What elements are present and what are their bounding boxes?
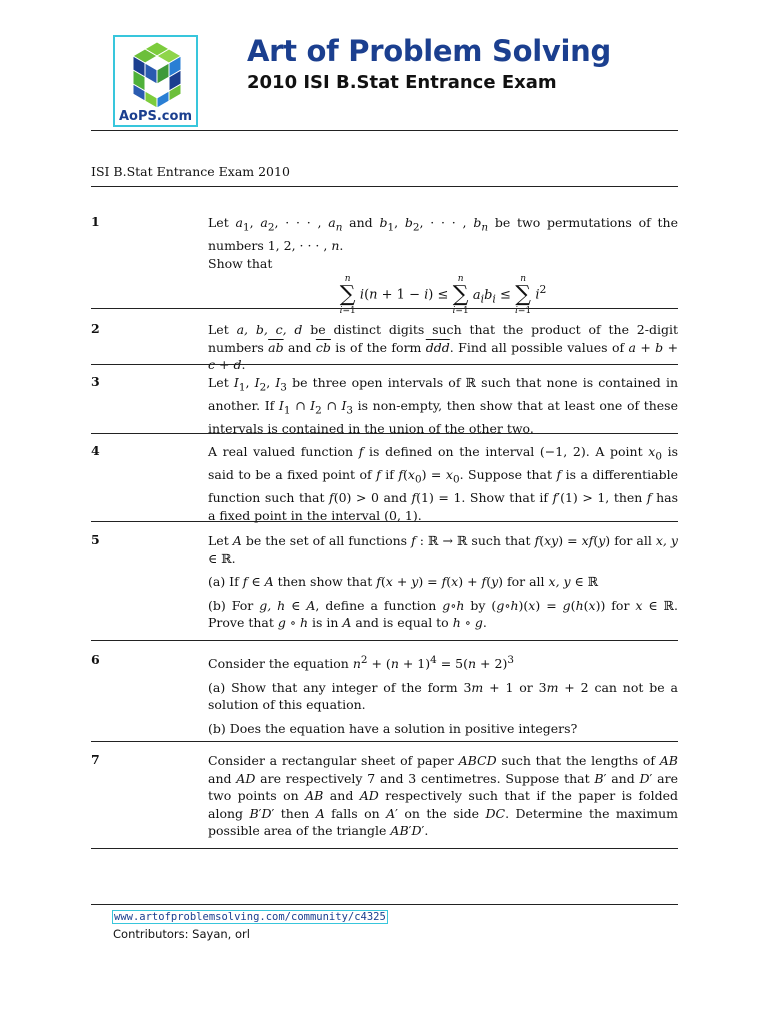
- contributors: Contributors: Sayan, orl: [113, 927, 250, 941]
- problem-text: Consider the equation $n^2 + (n + 1)^4 = 5(n + 2)^3$ (a) Show that any integer of the form 3m + 1 or 3m + 2 can not be a solution of this equation. (b) Does the equation have a solution in positive integers?: [208, 654, 678, 736]
- math-formula: n ∑ i=1 i(n + 1 − i) ≤ n ∑ i=1 $a_ib_i \le n$ ∑ i=1 $i^2$: [339, 274, 547, 317]
- problem-text: A real valued function f is defined on the interval (−1, 2). A point $x_0$ is said to be a fixed point of f if $f(x_0) = x_0$. Suppose that f is a differentiable function such that f(0) > 0 and f(1) = 1. Show that if f′(1) > 1, then f has a fixed point in the interval (0, 1).: [208, 444, 679, 523]
- logo-cube-icon: [123, 40, 191, 110]
- footer-divider: [91, 904, 678, 905]
- problem-number: 6: [91, 652, 100, 667]
- aops-logo: [113, 35, 198, 127]
- exam-title: ISI B.Stat Entrance Exam 2010: [91, 164, 290, 179]
- divider: [91, 186, 678, 187]
- problem-number: 1: [91, 214, 100, 229]
- problem-number: 7: [91, 752, 100, 767]
- divider: [91, 130, 678, 131]
- community-link[interactable]: www.artofproblemsolving.com/community/c4325: [114, 911, 386, 923]
- divider: [91, 640, 678, 641]
- divider: [91, 521, 678, 522]
- problem-text: Consider a rectangular sheet of paper ABCD such that the lengths of AB and AD are respectively 7 and 3 centimetres. Suppose that B′ and D′ are two points on AB and AD respectively such that if the paper is folded along B′D′ then A falls on A′ on the side DC. Determine the maximum possible area of the triangle AB′D′.: [208, 753, 679, 839]
- problem-text: Let A be the set of all functions f : ℝ → ℝ such that f(xy) = xf(y) for all x, y ∈ ℝ. (a) If f ∈ A then show that f(x + y) = f(x) + f(y) for all x, y ∈ ℝ (b) For g, h ∈ A, define a function g∘h by (g∘h)(x) = g(h(x)) for x ∈ ℝ. Prove that g ∘ h is in A and is equal to h ∘ g.: [208, 533, 679, 631]
- divider: [91, 308, 678, 309]
- divider: [91, 848, 678, 849]
- exam-subtitle: 2010 ISI B.Stat Entrance Exam: [247, 72, 557, 93]
- problem-text: Let a, b, c, d be distinct digits such that the product of the 2-digit numbers $\overline{ab}$ and $\overline{cb}$ is of the form $\overline{ddd}$. Find all possible values of a + b + c + d.: [208, 322, 679, 373]
- problem-number: 5: [91, 532, 100, 547]
- problem-text: Let $I_1$, $I_2$, $I_3$ be three open intervals of ℝ such that none is contained in another. If $I_1$ ∩ $I_2$ ∩ $I_3$ is non-empty, then show that at least one of these intervals is contained in the union of the other two.: [208, 375, 678, 437]
- brand-title: Art of Problem Solving: [247, 34, 611, 68]
- logo-text: AoPS.com: [118, 109, 192, 124]
- problem-number: 4: [91, 443, 100, 458]
- divider: [91, 741, 678, 742]
- divider: [91, 364, 678, 365]
- problem-number: 2: [91, 321, 100, 336]
- divider: [91, 433, 678, 434]
- problem-text: Let $a_1$, $a_2$, · · · , $a_n$ and $b_1$, $b_2$, · · · , $b_n$ be two permutations of the numbers 1, 2, · · · , n. Show that n ∑ i=1 i(n + 1 − i) ≤ n ∑ i=1 $a_ib_i \le n$ ∑ i=1 $i^2$: [208, 215, 678, 317]
- problem-number: 3: [91, 374, 100, 389]
